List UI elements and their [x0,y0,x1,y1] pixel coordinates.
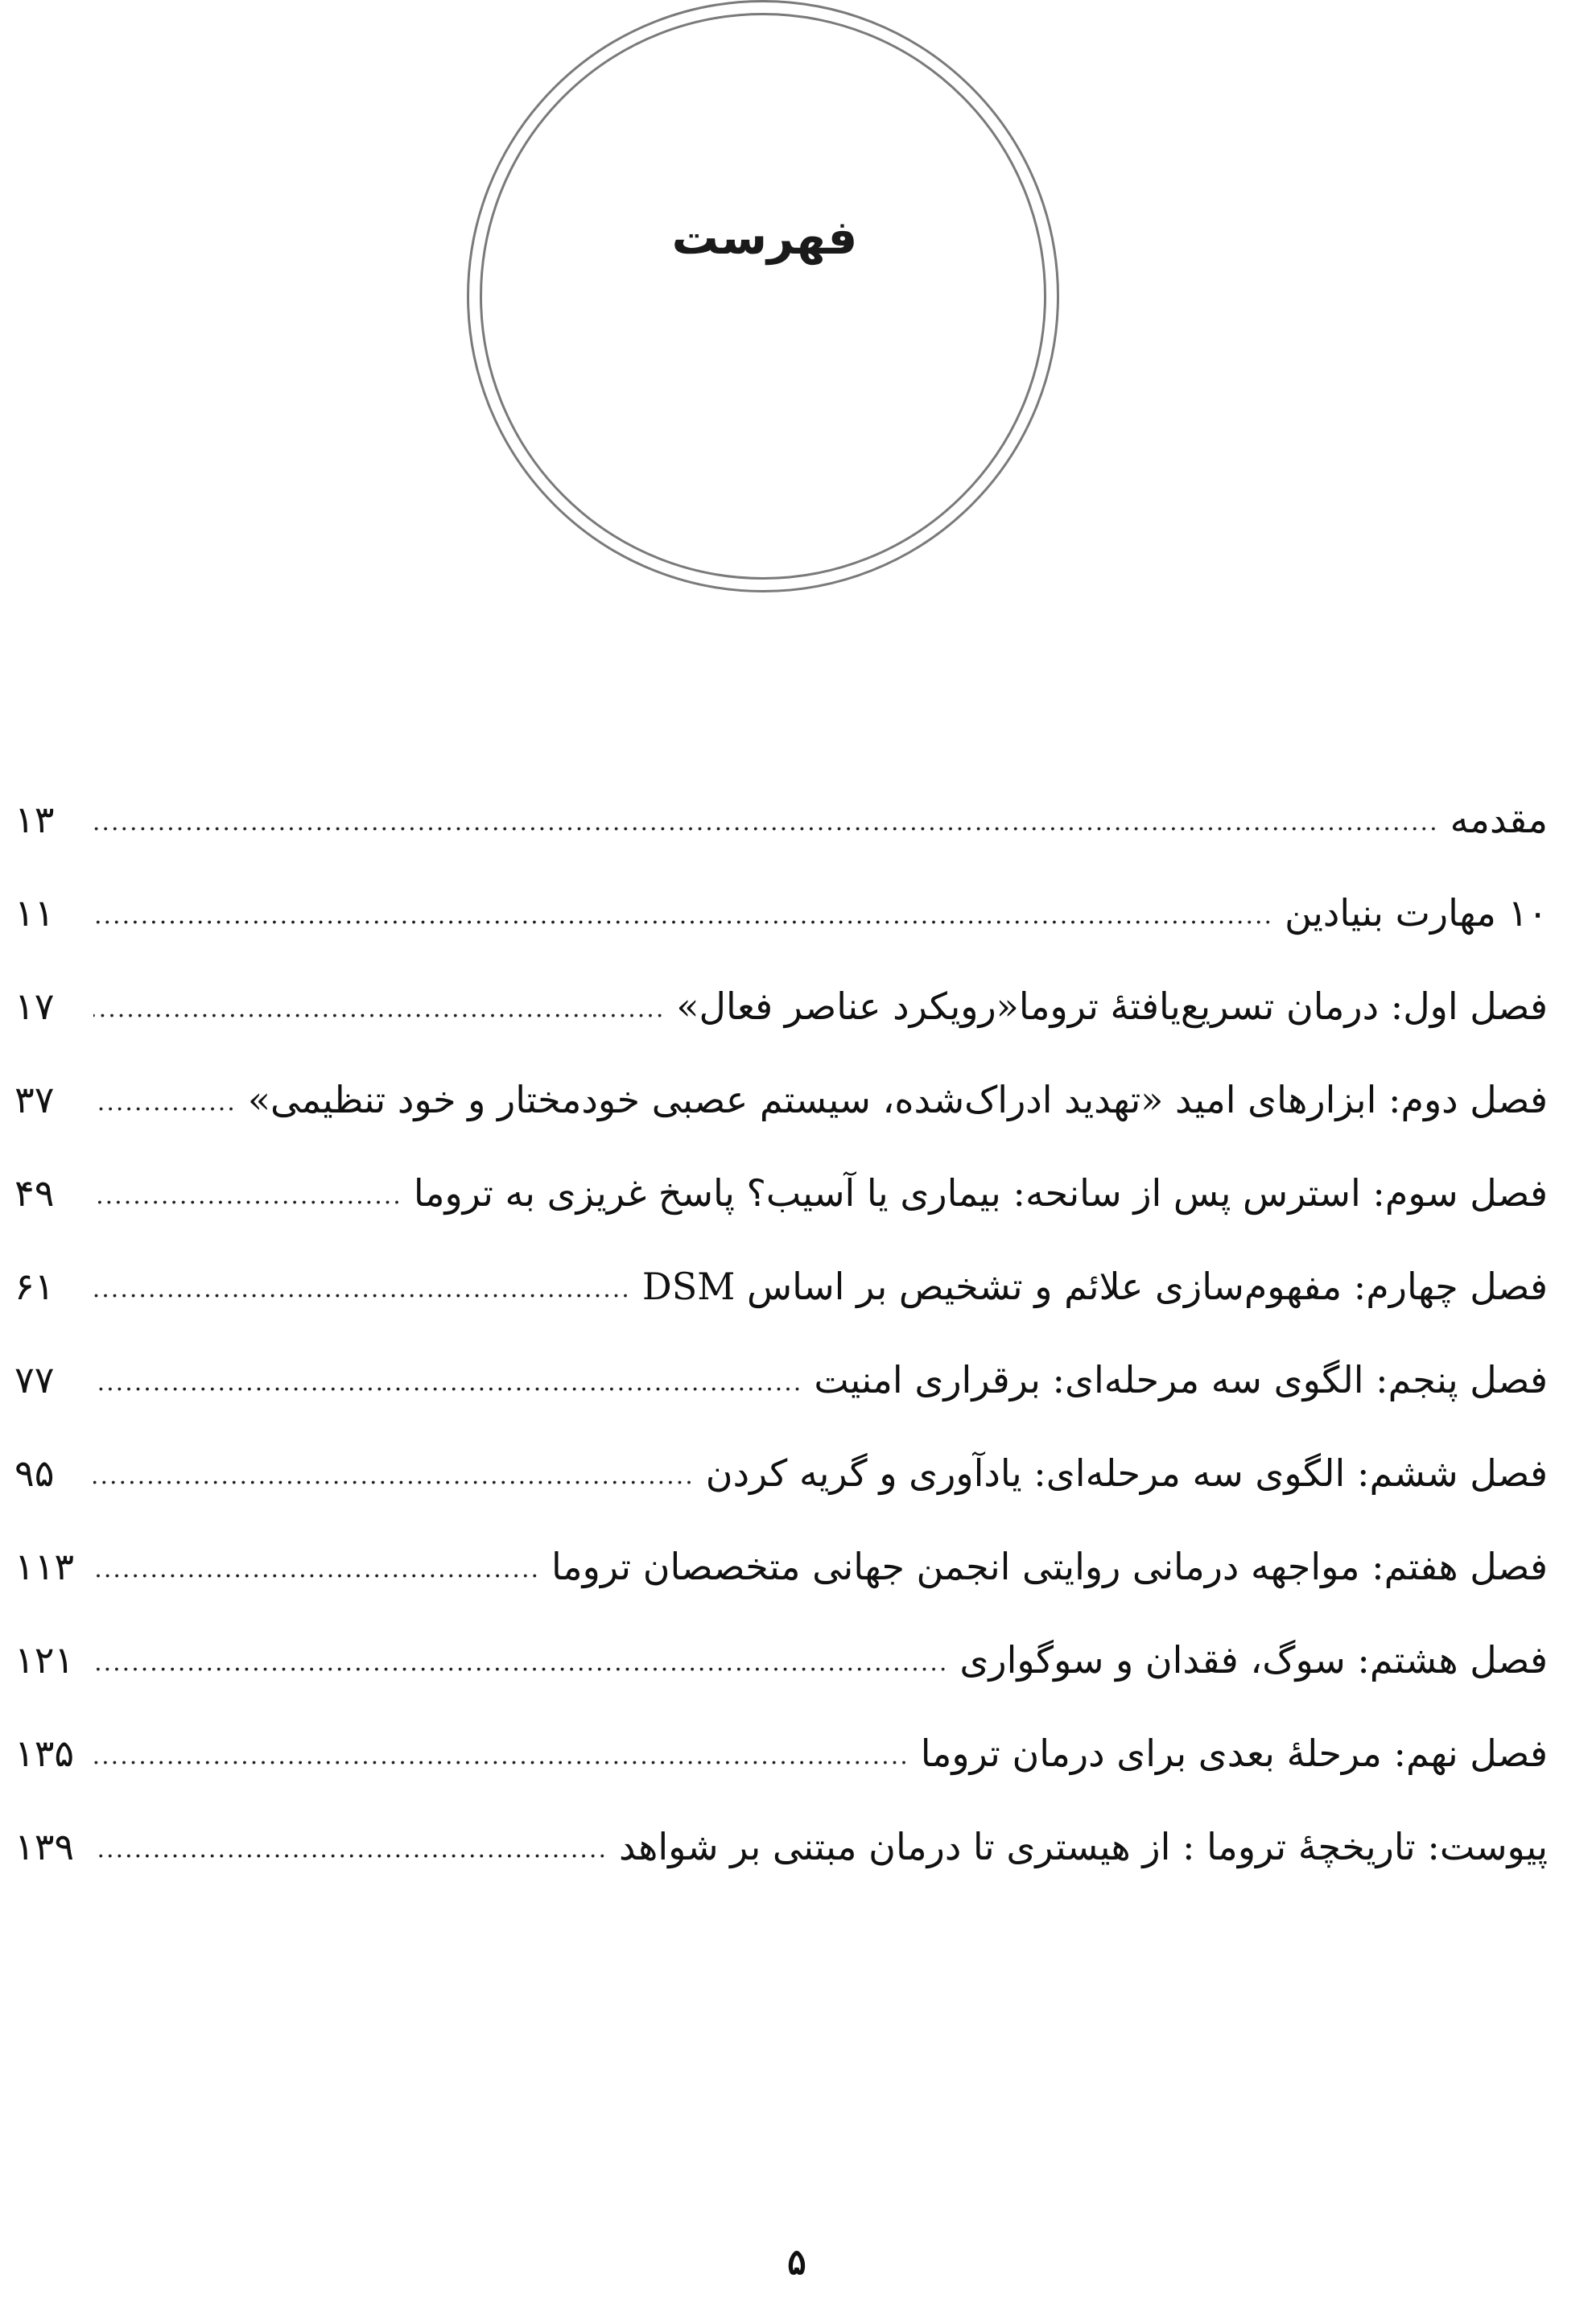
toc-entry-chapter-1[interactable] [14,960,1548,1053]
dot-leader [93,1081,237,1118]
toc-entry-page: ۷۷ [14,1358,55,1401]
dot-leader [93,1455,695,1492]
toc-entry-page: ۱۳۹ [14,1825,75,1868]
toc-entry-appendix[interactable] [14,1800,1548,1893]
toc-entry-page: ۴۹ [14,1171,55,1215]
toc-entry-chapter-3[interactable] [14,1146,1548,1240]
page-number: ۵ [787,2242,806,2283]
toc-entry-page: ۱۲۱ [14,1638,75,1682]
toc-entry-title: فصل اول: درمان تسریع‌یافتهٔ تروما«رویکرد عناصر فعال» [676,985,1548,1028]
dot-leader [93,1268,631,1305]
dot-leader [93,1641,948,1678]
toc-entry-chapter-5[interactable] [14,1333,1548,1426]
toc-entry-title: فصل سوم: استرس پس از سانحه: بیماری یا آسیب؟ پاسخ غریزی به تروما [413,1171,1548,1215]
toc-entry-page: ۶۱ [14,1265,55,1308]
toc-entry-chapter-9[interactable] [14,1707,1548,1800]
toc-entry-page: ۹۵ [14,1451,55,1495]
toc-entry-page: ۱۱ [14,891,55,935]
toc-entry-title: مقدمه [1450,798,1548,841]
toc-entry-page: ۱۱۳ [14,1545,75,1588]
toc-entry-chapter-6[interactable] [14,1426,1548,1520]
toc-entry-title: فصل نهم: مرحلهٔ بعدی برای درمان تروما [920,1732,1548,1775]
toc-entry-title: ۱۰ مهارت بنیادین [1285,891,1548,935]
table-of-contents [14,773,1548,1893]
dot-leader [93,1828,608,1865]
toc-entry-introduction[interactable] [14,773,1548,866]
dot-leader [93,1361,802,1398]
dot-leader [93,1548,540,1585]
dot-leader [93,1174,402,1212]
page-title: فهرست [671,210,858,265]
dot-leader [93,801,1439,838]
toc-entry-chapter-2[interactable] [14,1053,1548,1146]
toc-entry-basic-skills[interactable] [14,866,1548,960]
dot-leader [93,894,1273,931]
toc-entry-chapter-8[interactable] [14,1613,1548,1707]
toc-entry-title: فصل ششم: الگوی سه مرحله‌ای: یادآوری و گریه کردن [705,1451,1548,1495]
toc-entry-title: فصل دوم: ابزارهای امید «تهدید ادراک‌شده، سیستم عصبی خودمختار و خود تنظیمی» [247,1078,1548,1121]
dot-leader [93,988,665,1025]
toc-entry-chapter-4[interactable] [14,1240,1548,1333]
title-circle-inner [480,13,1046,580]
toc-entry-page: ۳۷ [14,1078,55,1121]
toc-entry-page: ۱۷ [14,985,55,1028]
toc-entry-title: فصل چهارم: مفهوم‌سازی علائم و تشخیص بر اساس DSM [641,1265,1548,1308]
toc-entry-chapter-7[interactable] [14,1520,1548,1613]
toc-entry-title: فصل پنجم: الگوی سه مرحله‌ای: برقراری امنیت [814,1358,1548,1401]
toc-entry-page: ۱۳۵ [14,1732,75,1775]
toc-entry-page: ۱۳ [14,798,55,841]
dot-leader [93,1735,909,1772]
toc-entry-title: پیوست: تاریخچهٔ تروما : از هیستری تا درمان مبتنی بر شواهد [619,1825,1548,1868]
toc-entry-title: فصل هشتم: سوگ، فقدان و سوگواری [959,1638,1548,1682]
toc-entry-title: فصل هفتم: مواجهه درمانی روایتی انجمن جهانی متخصصان تروما [551,1545,1548,1588]
